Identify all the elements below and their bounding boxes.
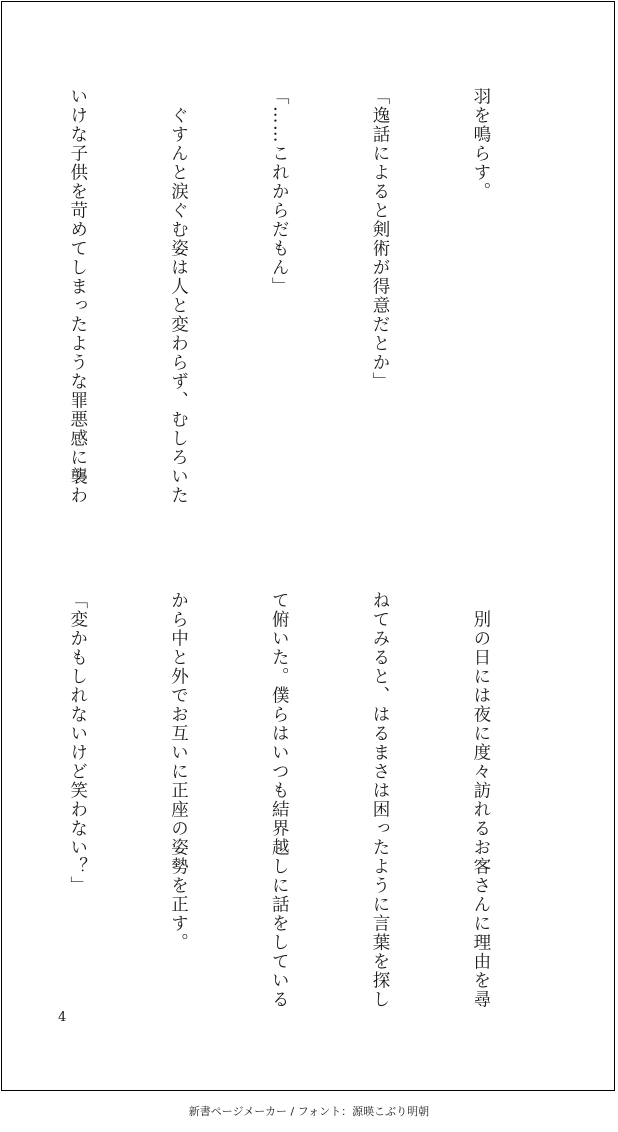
book-page <box>1 1 615 1091</box>
text-line: 「……これからだもん」 <box>269 87 290 296</box>
upper-text-block <box>0 87 564 527</box>
text-line: 羽を鳴らす。 <box>470 87 491 201</box>
lower-text-block <box>0 591 564 1009</box>
text-line: 別の日には夜に度々訪れるお客さんに理由を尋 <box>470 591 491 1009</box>
text-line: ねてみると、はるまさは困ったように言葉を探し <box>370 591 391 1009</box>
page-number: 4 <box>58 1010 67 1025</box>
text-line: から中と外でお互いに正座の姿勢を正す。 <box>168 591 189 952</box>
footer-credit: 新書ページメーカー / フォント：源暎こぶり明朝 <box>188 1105 430 1118</box>
text-line: いけな子供を苛めてしまったような罪悪感に襲わ <box>67 87 88 505</box>
text-line: て俯いた。僕らはいつも結界越しに話をしている <box>269 591 290 1009</box>
text-line: 「逸話によると剣術が得意だとか」 <box>370 87 391 391</box>
text-line: 「変かもしれないけど笑わない？」 <box>67 591 88 895</box>
text-line: ぐすんと涙ぐむ姿は人と変わらず、むしろいた <box>168 87 189 505</box>
